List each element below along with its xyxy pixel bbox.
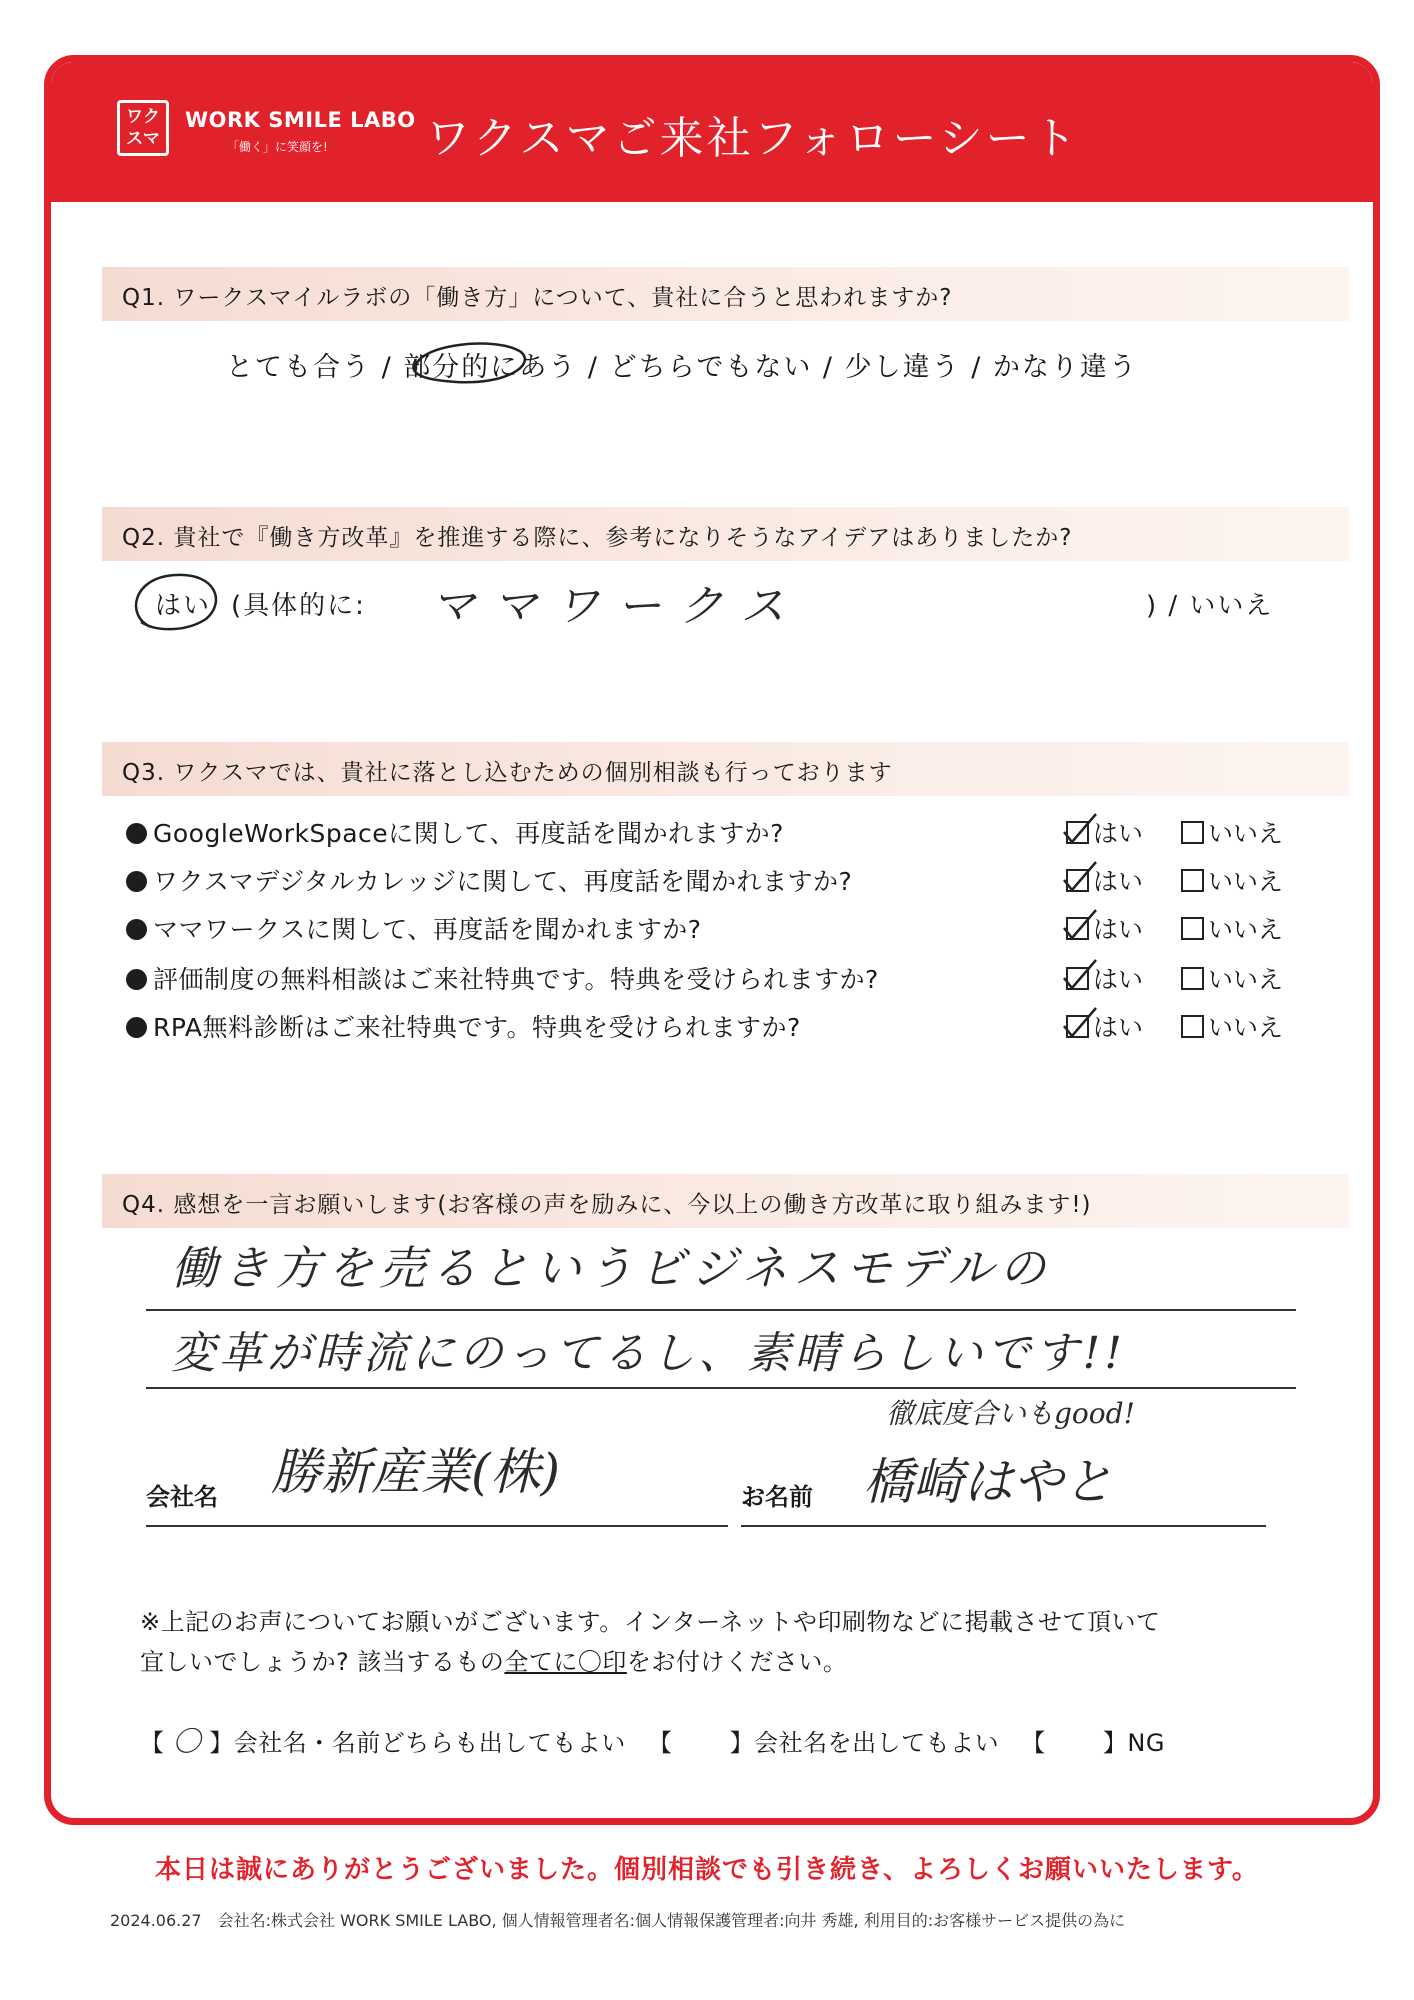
q3-row-4 (126, 960, 879, 996)
q2-question: Q2. 貴社で『働き方改革』を推進する際に、参考になりそうなアイデアはありましたか? (122, 525, 1073, 551)
follow-sheet-card (44, 55, 1380, 1825)
q3-question-bar (102, 742, 1349, 796)
q3-row-3 (126, 910, 702, 946)
q2-no-option[interactable]: ) / いいえ (1146, 591, 1274, 621)
bullet-icon (126, 1017, 147, 1038)
q4-question-bar (102, 1174, 1349, 1228)
q1-option-5[interactable]: かなり違う (992, 352, 1138, 383)
consent-option-3[interactable]: 【 】NG (1021, 1729, 1165, 1757)
consent-line-2: 宜しいでしょうか? 該当するもの全てに〇印をお付けください。 (140, 1648, 848, 1676)
company-rule (146, 1525, 728, 1527)
bullet-icon (126, 969, 147, 990)
q1-option-3[interactable]: どちらでもない (609, 352, 813, 383)
q2-detail-label: (具体的に: (231, 591, 366, 621)
q1-option-4[interactable]: 少し違う (844, 352, 961, 383)
logo-text: WORK SMILE LABO (185, 108, 416, 132)
q3-row-2-yes[interactable]: はい (1066, 862, 1143, 898)
checkbox-icon[interactable] (1181, 821, 1204, 844)
bullet-icon (126, 823, 147, 844)
q1-selection-circle (396, 330, 536, 400)
q3-row-3-yes[interactable]: はい (1066, 910, 1143, 946)
q1-question-bar (102, 267, 1349, 321)
checkbox-icon[interactable] (1181, 1015, 1204, 1038)
q3-row-1-no[interactable]: いいえ (1181, 814, 1283, 850)
q3-row-1 (126, 814, 784, 850)
answer-rule-1 (146, 1309, 1296, 1311)
name-label: お名前 (741, 1483, 813, 1511)
header-bar (51, 62, 1373, 202)
consent-options (140, 1722, 1165, 1763)
separator: / (971, 352, 983, 383)
checkbox-icon[interactable] (1181, 869, 1204, 892)
q1-option-2[interactable]: 部分的にあう (403, 352, 578, 383)
q3-row-5 (126, 1008, 801, 1044)
checkbox-icon[interactable] (1181, 967, 1204, 990)
q2-yes-option[interactable]: はい (155, 591, 212, 621)
name-rule (741, 1525, 1266, 1527)
q1-question: Q1. ワークスマイルラボの「働き方」について、貴社に合うと思われますか? (122, 285, 953, 311)
consent-option-2[interactable]: 【 】会社名を出してもよい (647, 1729, 1000, 1757)
q2-question-bar (102, 507, 1349, 561)
company-value[interactable]: 勝新産業(株) (271, 1443, 561, 1501)
q3-row-5-no[interactable]: いいえ (1181, 1008, 1283, 1044)
answer-rule-2 (146, 1387, 1296, 1389)
q3-row-2 (126, 862, 852, 898)
q3-check-marks (1056, 802, 1106, 1052)
q1-options (226, 345, 1138, 384)
consent-option-1-mark[interactable]: 〇 (172, 1725, 202, 1758)
bullet-icon (126, 919, 147, 940)
q3-row-3-no[interactable]: いいえ (1181, 910, 1283, 946)
q4-answer-line-3[interactable]: 徹底度合いもgood! (886, 1397, 1135, 1430)
thank-you-message: 本日は誠にありがとうございました。個別相談でも引き続き、よろしくお願いいたします。 (155, 1855, 1259, 1885)
sheet-title: ワクスマご来社フォローシート (426, 113, 1080, 164)
q3-row-label: ワクスマデジタルカレッジに関して、再度話を聞かれますか? (153, 867, 853, 896)
checkbox-icon[interactable] (1181, 917, 1204, 940)
logo-tagline: 「働く」に笑顔を! (227, 140, 328, 154)
q3-row-label: 評価制度の無料相談はご来社特典です。特典を受けられますか? (153, 965, 879, 994)
bullet-icon (126, 871, 147, 892)
logo-mark: ワク スマ (117, 100, 169, 156)
separator: / (381, 352, 393, 383)
consent-line-1: ※上記のお声についてお願いがございます。インターネットや印刷物などに掲載させて頂いて (140, 1608, 1161, 1636)
q3-row-4-no[interactable]: いいえ (1181, 960, 1283, 996)
q3-row-4-yes[interactable]: はい (1066, 960, 1143, 996)
footer-info: 2024.06.27 会社名:株式会社 WORK SMILE LABO, 個人情報管理者名:個人情報保護管理者:向井 秀雄, 利用目的:お客様サービス提供の為に (110, 1911, 1126, 1930)
q3-row-label: RPA無料診断はご来社特典です。特典を受けられますか? (153, 1013, 801, 1042)
q4-answer-line-2[interactable]: 変革が時流にのってるし、素晴らしいです!! (171, 1328, 1126, 1379)
q3-row-label: GoogleWorkSpaceに関して、再度話を聞かれますか? (153, 819, 784, 848)
q3-row-5-yes[interactable]: はい (1066, 1008, 1143, 1044)
q3-question: Q3. ワクスマでは、貴社に落とし込むための個別相談も行っております (122, 760, 893, 786)
q3-row-2-no[interactable]: いいえ (1181, 862, 1283, 898)
q4-answer-line-1[interactable]: 働き方を売るというビジネスモデルの (171, 1241, 1052, 1295)
q2-detail-answer[interactable]: ママワークス (431, 581, 803, 632)
consent-option-1[interactable]: 【 〇 】会社名・名前どちらも出してもよい (140, 1725, 626, 1758)
separator: / (587, 352, 599, 383)
q4-question: Q4. 感想を一言お願いします(お客様の声を励みに、今以上の働き方改革に取り組みます!) (122, 1192, 1092, 1218)
q1-option-1[interactable]: とても合う (226, 352, 371, 383)
name-value[interactable]: 橋崎はやと (863, 1453, 1113, 1511)
q3-row-1-yes[interactable]: はい (1066, 814, 1143, 850)
company-label: 会社名 (146, 1483, 218, 1511)
q3-row-label: ママワークスに関して、再度話を聞かれますか? (153, 915, 702, 944)
q2-yes-circle (121, 567, 231, 642)
separator: / (822, 352, 835, 383)
